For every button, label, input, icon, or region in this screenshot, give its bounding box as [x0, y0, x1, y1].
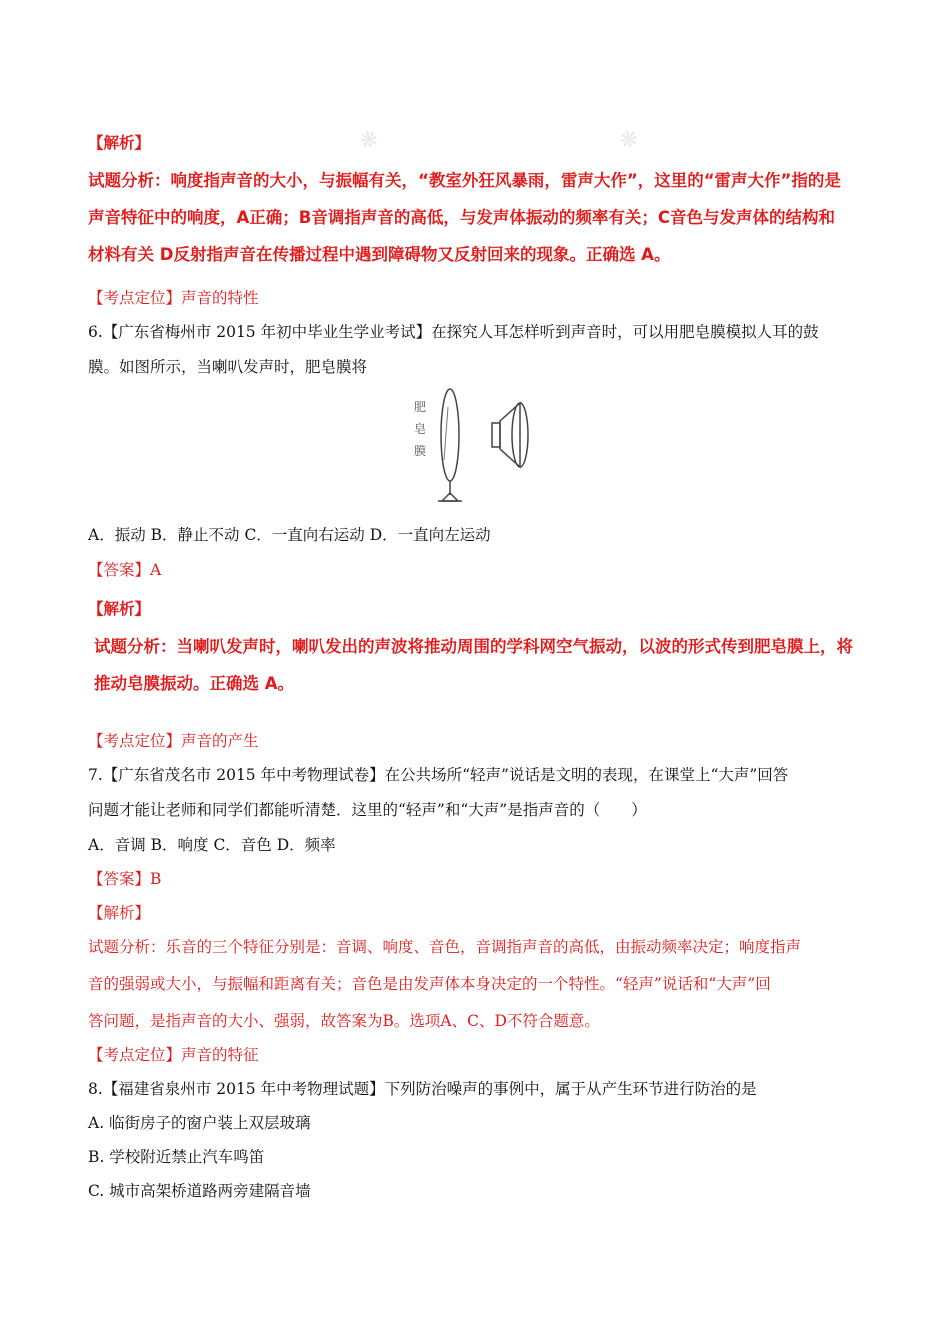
- q7-analysis-line: 答问题，是指声音的大小、强弱，故答案为B。选项A、C、D不符合题意。: [88, 1012, 600, 1030]
- watermark-logo: ❋: [357, 126, 381, 155]
- q5-kaodian: 【考点定位】声音的特性: [88, 289, 259, 307]
- q8-stem-line: 8.【福建省泉州市 2015 年中考物理试题】下列防治噪声的事例中，属于从产生环节进行防治的是: [88, 1080, 757, 1098]
- q8-option: C. 城市高架桥道路两旁建隔音墙: [88, 1182, 311, 1200]
- q5-analysis-line: 声音特征中的响度，A正确；B音调指声音的高低，与发声体振动的频率有关；C音色与发声体的结构和: [88, 208, 835, 227]
- q6-stem-line: 膜。如图所示，当喇叭发声时，肥皂膜将: [88, 358, 368, 376]
- q7-answer: 【答案】B: [88, 870, 162, 888]
- q7-stem-line: 问题才能让老师和同学们都能听清楚．这里的“轻声”和“大声”是指声音的（ ）: [88, 801, 647, 819]
- q7-stem-line: 7.【广东省茂名市 2015 年中考物理试卷】在公共场所“轻声”说话是文明的表现，在课堂上“大声”回答: [88, 766, 789, 784]
- q6-stem-line: 6.【广东省梅州市 2015 年初中毕业生学业考试】在探究人耳怎样听到声音时，可以用肥皂膜模拟人耳的鼓: [88, 323, 819, 341]
- q8-option: B. 学校附近禁止汽车鸣笛: [88, 1148, 265, 1166]
- q5-analysis-line: 材料有关 D反射指声音在传播过程中遇到障碍物又反射回来的现象。正确选 A。: [88, 245, 671, 264]
- q6-kaodian: 【考点定位】声音的产生: [88, 732, 259, 750]
- q7-options: A．音调 B．响度 C．音色 D．频率: [88, 836, 336, 854]
- q7-kaodian: 【考点定位】声音的特征: [88, 1046, 259, 1064]
- q6-answer: 【答案】A: [88, 561, 162, 579]
- q6-analysis-label: 【解析】: [88, 600, 151, 618]
- q6-analysis-line: 推动皂膜振动。正确选 A。: [94, 674, 295, 693]
- q5-analysis-label: 【解析】: [88, 134, 151, 152]
- q6-analysis-line: 试题分析：当喇叭发声时，喇叭发出的声波将推动周围的学科网空气振动，以波的形式传到肥皂膜上，将: [94, 637, 853, 656]
- q6-options: A．振动 B．静止不动 C．一直向右运动 D．一直向左运动: [88, 526, 491, 544]
- q7-analysis-label: 【解析】: [88, 904, 151, 922]
- figure-label-char: 皂: [414, 422, 427, 436]
- q7-analysis-line: 试题分析：乐音的三个特征分别是：音调、响度、音色，音调指声音的高低，由振动频率决定；响度指声: [88, 938, 802, 956]
- watermark-logo: ❋: [617, 126, 641, 155]
- q8-option: A. 临街房子的窗户装上双层玻璃: [88, 1114, 311, 1132]
- soap-film-speaker-figure: [408, 385, 548, 510]
- figure-label-char: 膜: [414, 444, 427, 458]
- figure-label-char: 肥: [414, 400, 427, 414]
- q5-analysis-line: 试题分析：响度指声音的大小，与振幅有关，“教室外狂风暴雨，雷声大作”，这里的“雷声大作”指的是: [88, 171, 841, 190]
- q7-analysis-line: 音的强弱或大小，与振幅和距离有关；音色是由发声体本身决定的一个特性。“轻声”说话和“大声”回: [88, 975, 771, 993]
